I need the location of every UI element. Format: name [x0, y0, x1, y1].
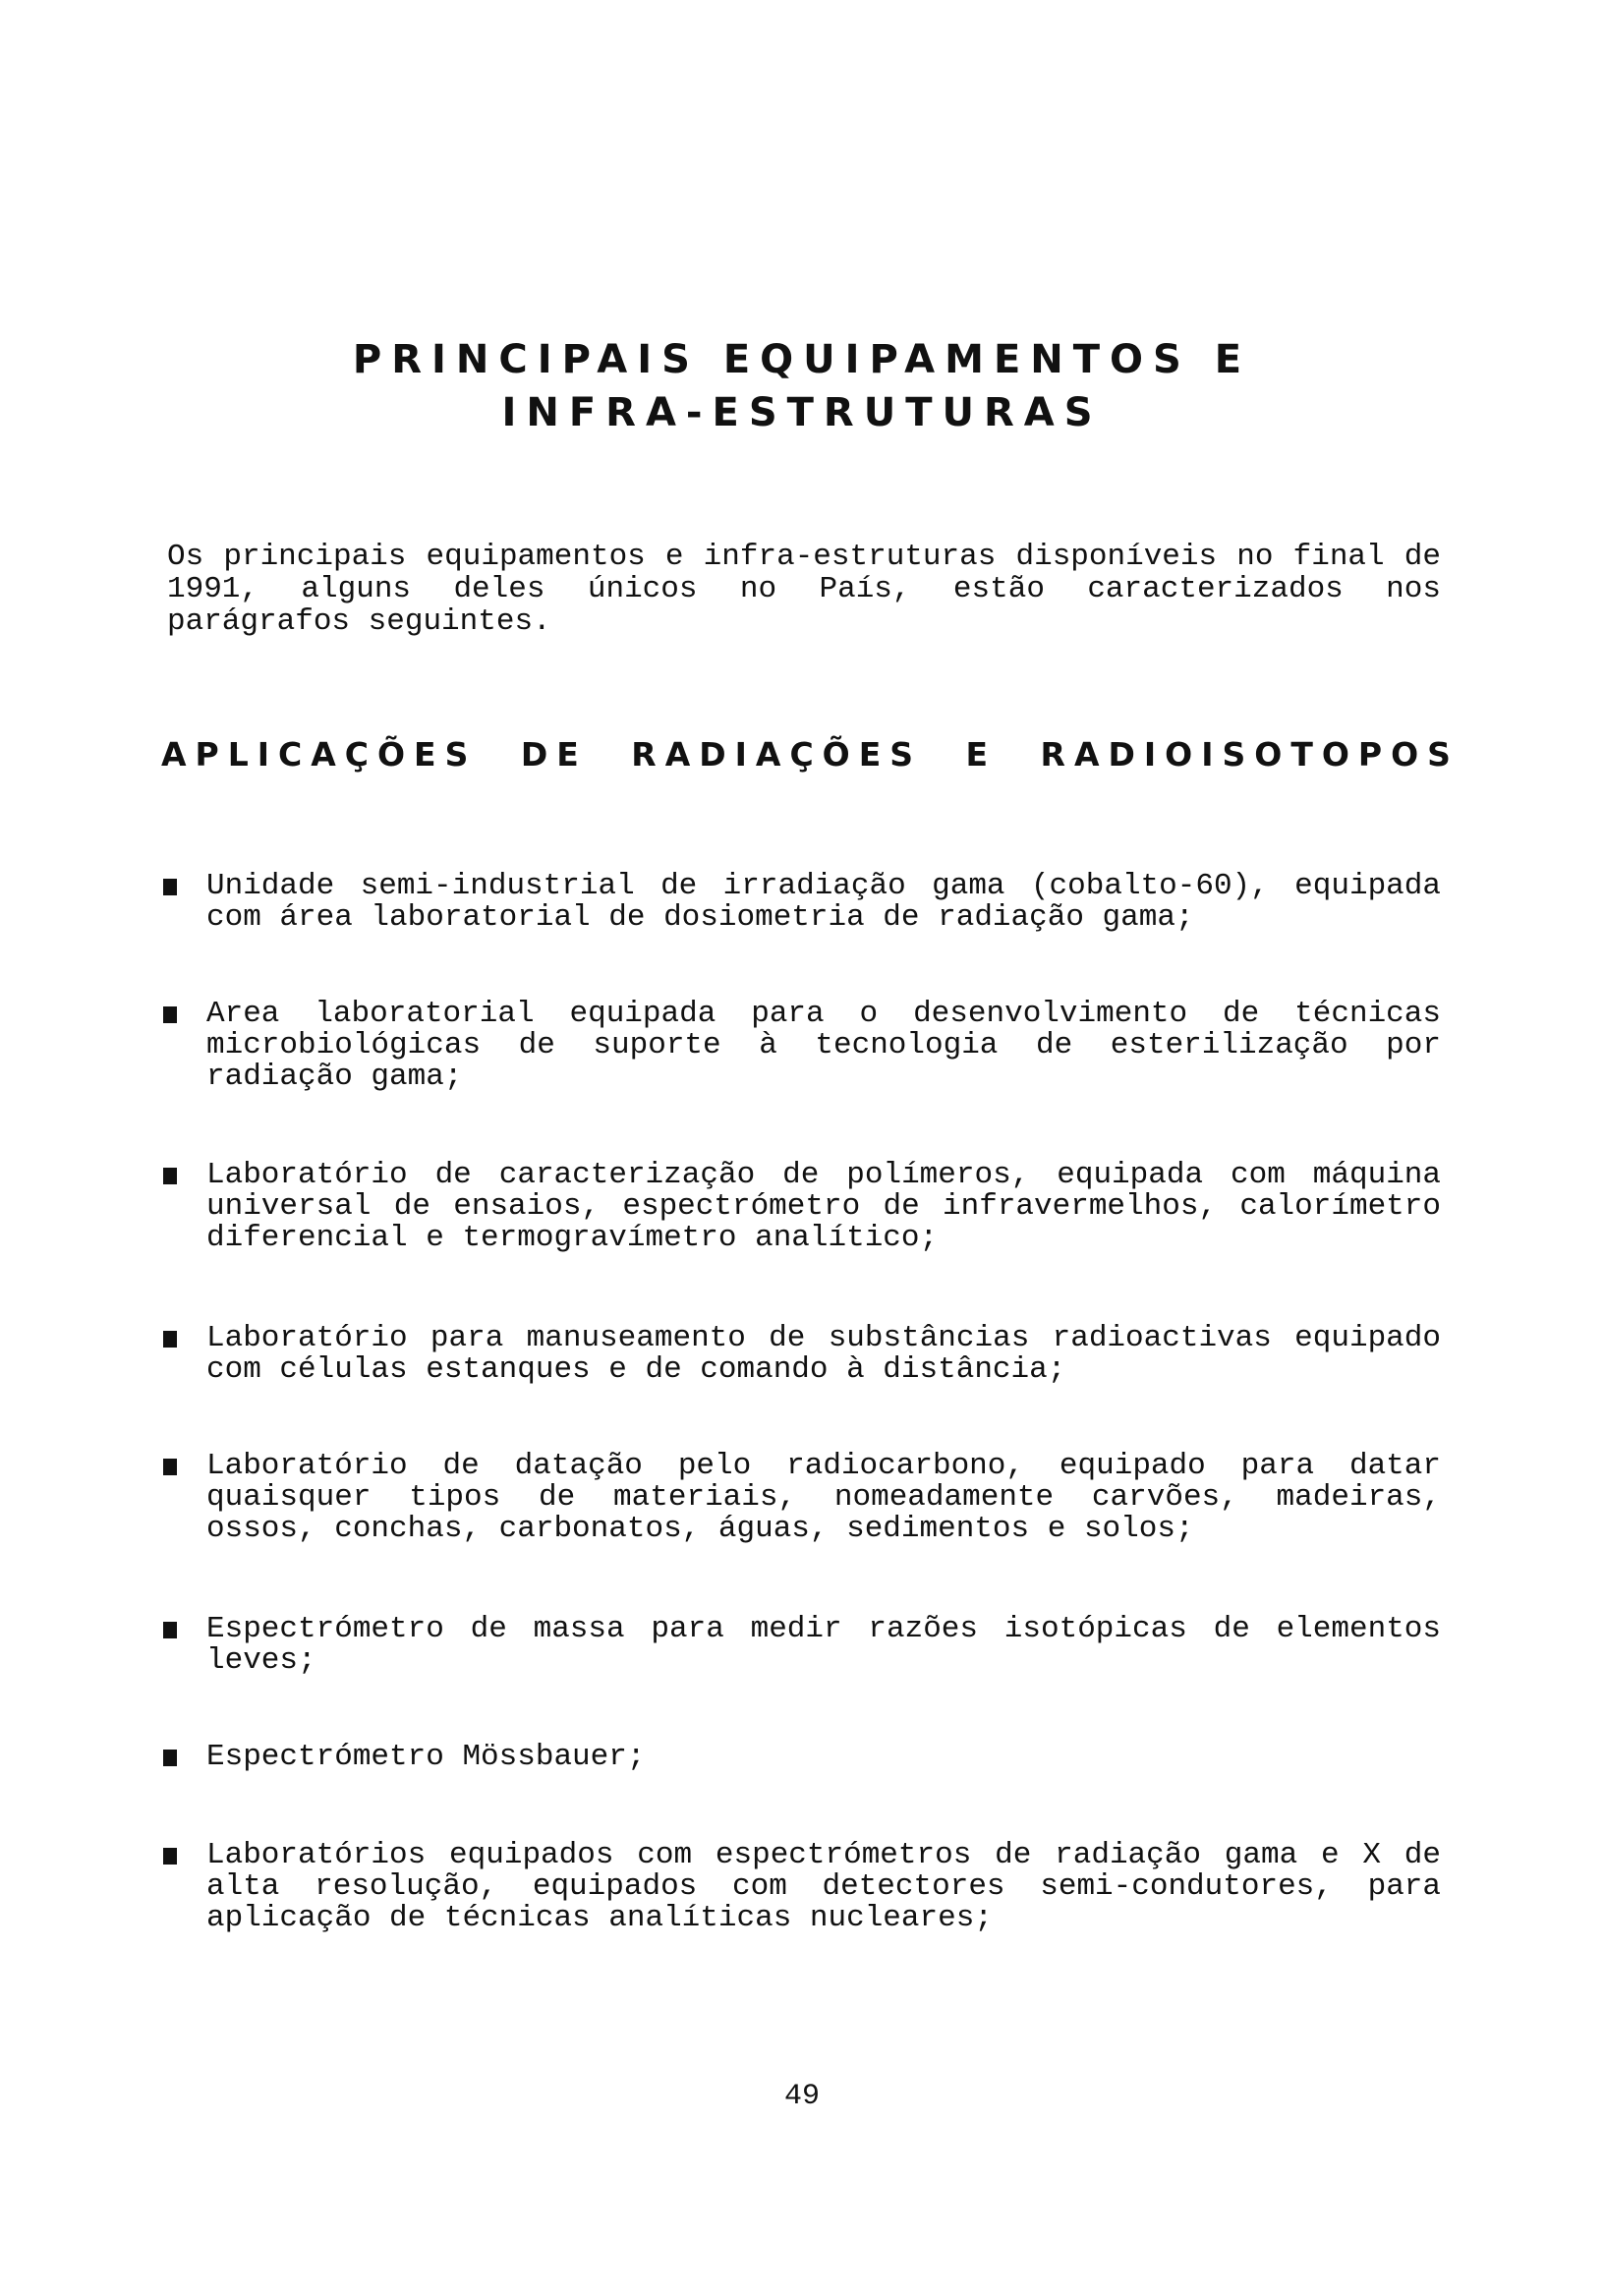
page-title-line-2: INFRA-ESTRUTURAS	[501, 390, 1103, 435]
list-item-text: Laboratório de datação pelo radiocarbono, equipado para datar quaisquer tipos de materiais, nomeadamente carvões, madeiras, ossos, conchas, carbonatos, águas, sedimentos e solos;	[206, 1449, 1441, 1546]
bullet-square-icon	[163, 879, 177, 895]
list-item-text: Espectrómetro Mössbauer;	[206, 1740, 646, 1774]
list-item-text: Laboratório de caracterização de polímeros, equipada com máquina universal de ensaios, espectrómetro de infravermelhos, calorímetro diferencial e termogravímetro analítico;	[206, 1158, 1441, 1255]
bullet-square-icon	[163, 1168, 177, 1184]
bullet-square-icon	[163, 1750, 177, 1766]
bullet-square-icon	[163, 1006, 177, 1023]
bullet-square-icon	[163, 1331, 177, 1348]
bullet-square-icon	[163, 1622, 177, 1638]
page-title-line-1: PRINCIPAIS EQUIPAMENTOS E	[352, 337, 1252, 382]
list-item-text: Espectrómetro de massa para medir razões isotópicas de elementos leves;	[206, 1612, 1441, 1678]
list-item-text: Laboratório para manuseamento de substâncias radioactivas equipado com células estanques e de comando à distância;	[206, 1321, 1441, 1387]
bullet-square-icon	[163, 1459, 177, 1475]
section-heading: APLICAÇÕES DE RADIAÇÕES E RADIOISOTOPOS	[161, 735, 1460, 774]
intro-paragraph: Os principais equipamentos e infra-estruturas disponíveis no final de 1991, alguns deles únicos no País, estão caracterizados nos parágrafos seguintes.	[167, 540, 1441, 639]
bullet-square-icon	[163, 1848, 177, 1865]
list-item-text: Unidade semi-industrial de irradiação gama (cobalto-60), equipada com área laboratorial de dosiometria de radiação gama;	[206, 869, 1441, 935]
list-item-text: Laboratórios equipados com espectrómetros de radiação gama e X de alta resolução, equipados com detectores semi-condutores, para aplicação de técnicas analíticas nucleares;	[206, 1838, 1441, 1935]
list-item-text: Area laboratorial equipada para o desenvolvimento de técnicas microbiológicas de suporte à tecnologia de esterilização por radiação gama;	[206, 997, 1441, 1094]
page-number: 49	[783, 2080, 820, 2113]
